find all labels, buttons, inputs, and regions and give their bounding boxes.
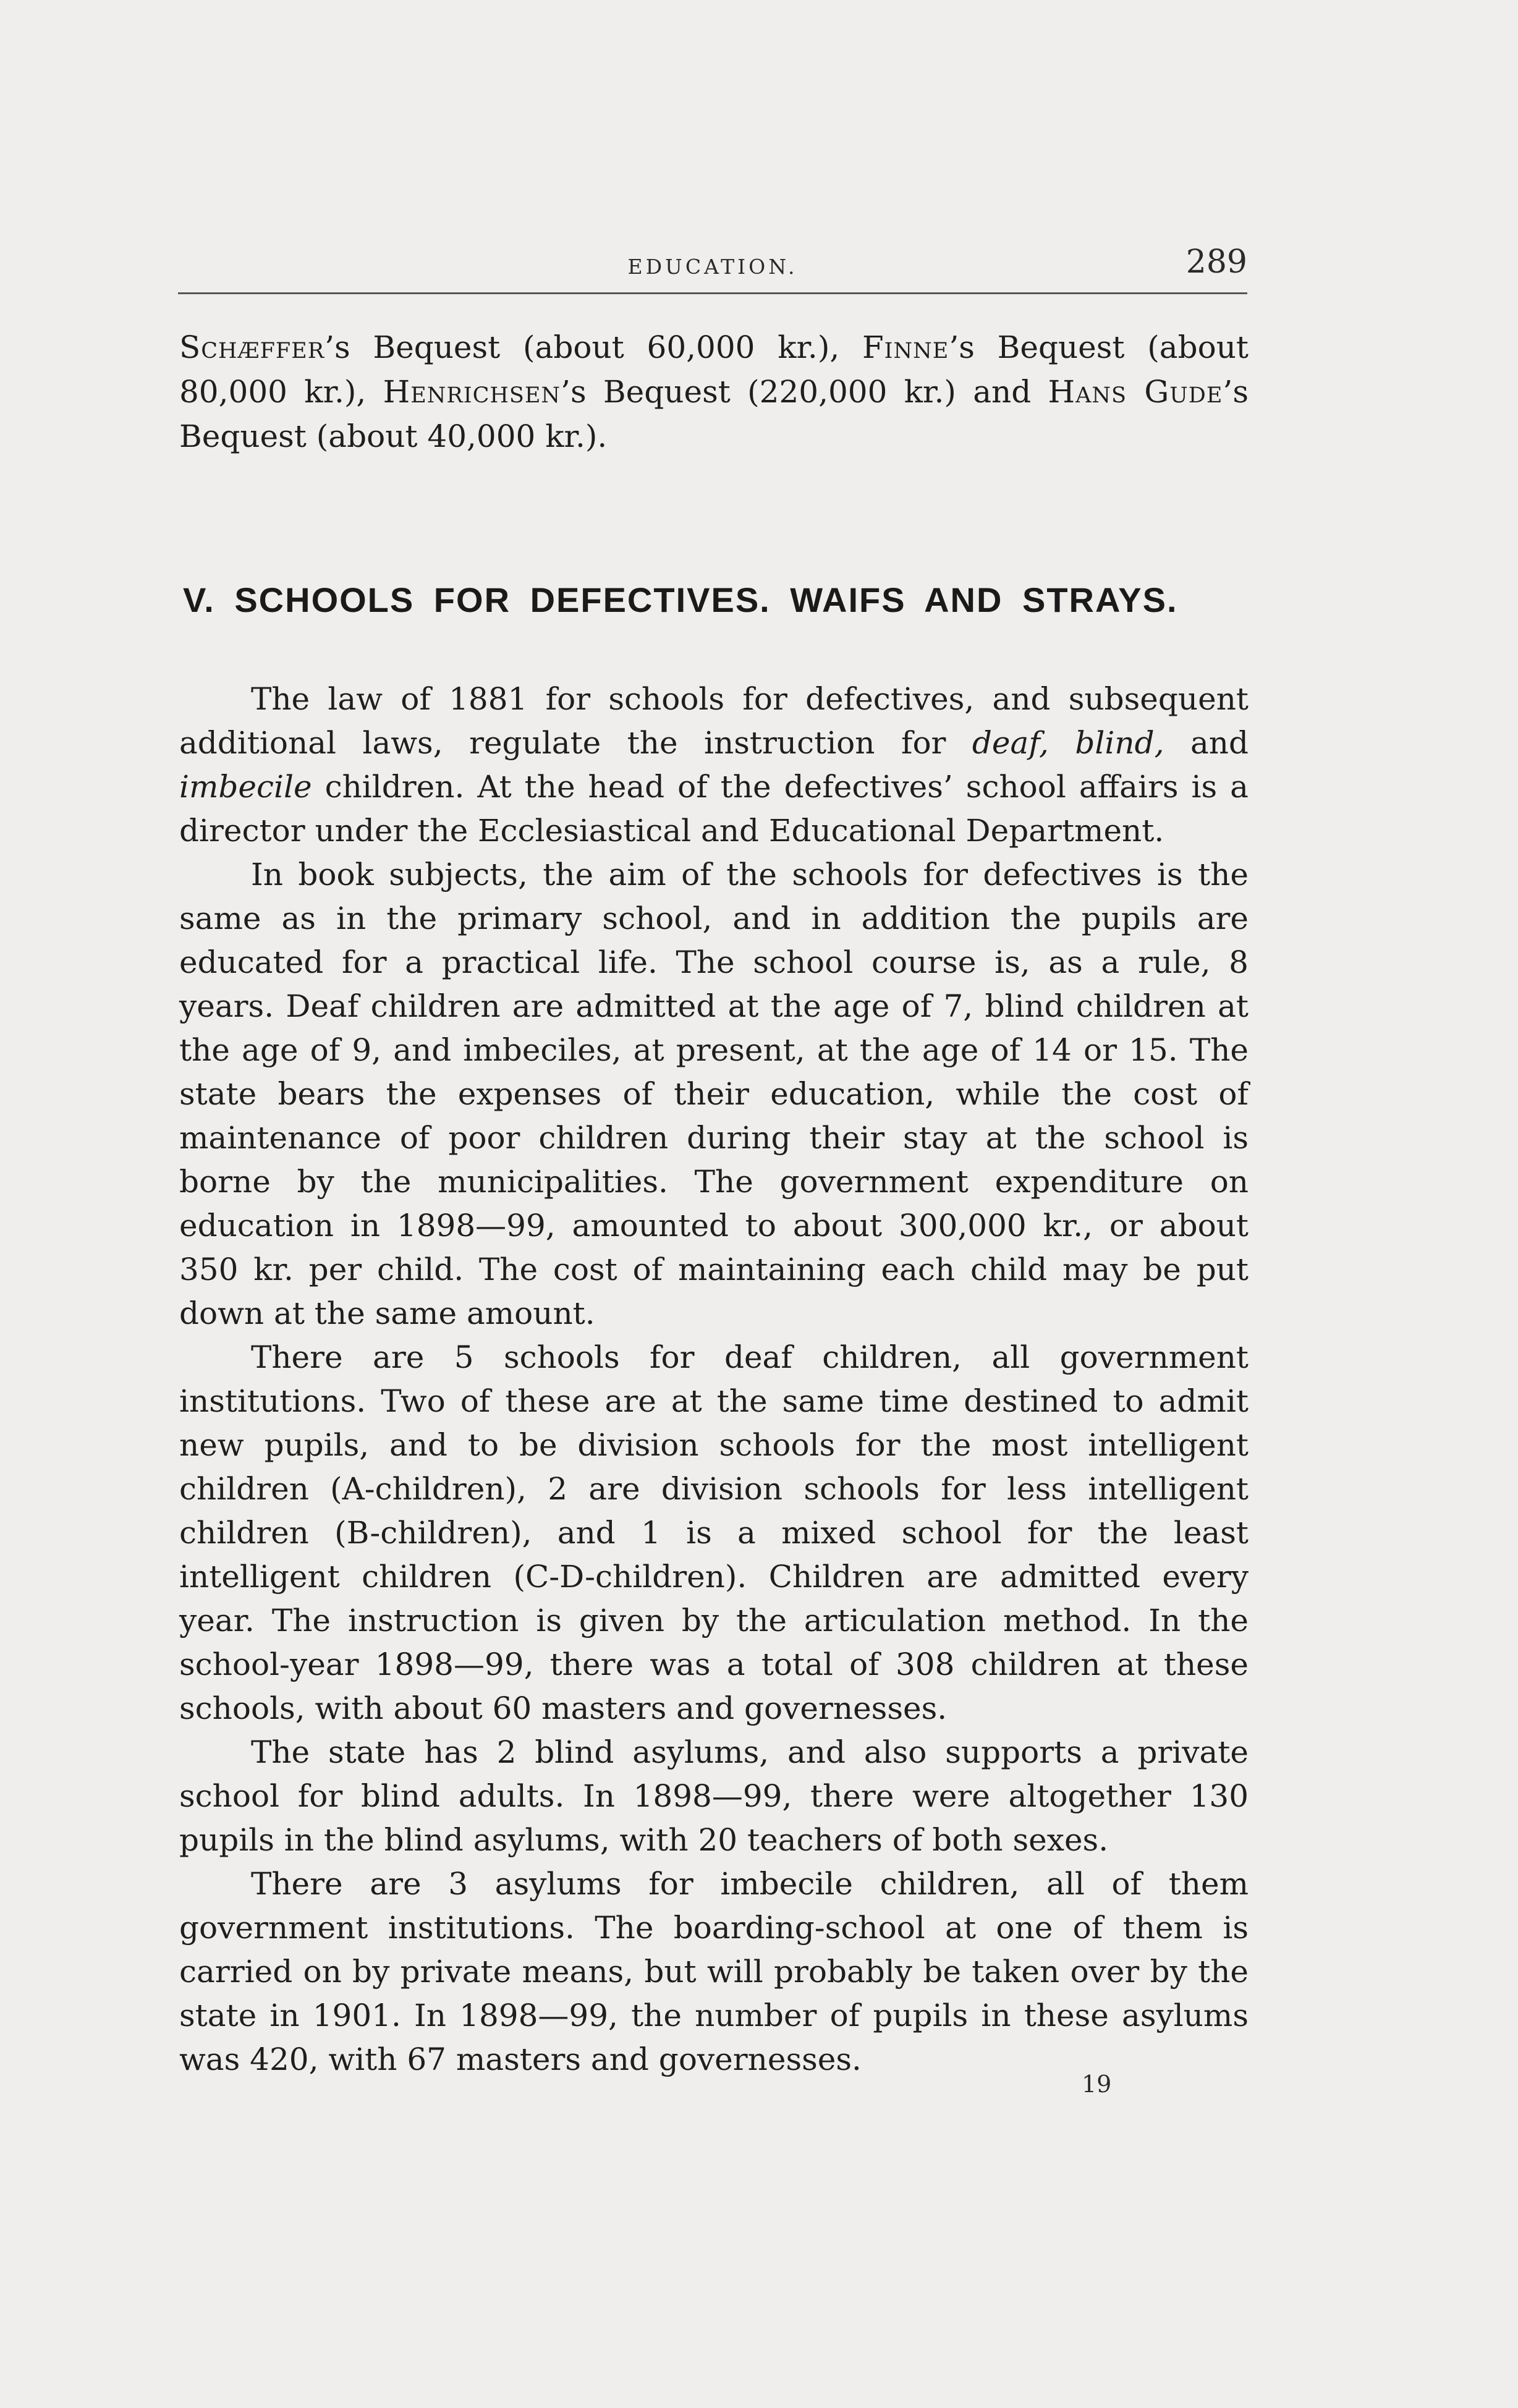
text-run: and xyxy=(1164,725,1249,761)
paragraph: The state has 2 blind asylums, and also supports a private school for blind adults. In 1898—99, there were altogether 130 pupils in the blind asylums, with 20 teachers of both sexes. xyxy=(179,1734,1249,1858)
bequest-text: ’s Bequest (about 40,000 kr.). xyxy=(179,374,1249,454)
section-heading: V. SCHOOLS FOR DEFECTIVES. WAIFS AND STRAYS. xyxy=(183,580,1178,619)
paragraph: There are 5 schools for deaf children, all government institutions. Two of these are at the same time destined to admit new pupils, and to be division schools for the most intelligent children (A-children), 2 are division schools for less intelligent children (B-children), and 1 is a mixed school for the least intelligent children (C-D-children). Children are admitted every year. The instruction is given by the articulation method. In the school-year 1898—99, there was a total of 308 children at these schools, with about 60 masters and governesses. xyxy=(179,1339,1249,1726)
bequest-text: ’s Bequest (220,000 kr.) and xyxy=(561,374,1048,410)
bequest-name: Henrichsen xyxy=(383,374,561,410)
emphasis-blind: blind, xyxy=(1075,725,1164,761)
bequest-name: Hans Gude xyxy=(1048,374,1223,410)
emphasis-imbecile: imbecile xyxy=(179,769,312,805)
page-number: 289 xyxy=(1185,244,1247,281)
intro-paragraph xyxy=(179,325,1249,459)
bequest-text: ’s Bequest (about 60,000 kr.), xyxy=(324,329,862,365)
header-rule xyxy=(178,292,1247,294)
bequest-text: ’s Bequest (about 80,000 kr.), xyxy=(179,329,1249,410)
body-text xyxy=(179,677,1249,2082)
text-run: The law of 1881 for schools for defectives, and subsequent additional laws, regulate the instruction for xyxy=(179,681,1249,761)
emphasis-deaf: deaf, xyxy=(972,725,1049,761)
bequest-name: Finne xyxy=(862,329,949,365)
signature-mark: 19 xyxy=(1082,2071,1112,2098)
running-head: EDUCATION. xyxy=(627,255,798,279)
paragraph xyxy=(179,677,1249,853)
bequest-name: Schæffer xyxy=(179,329,325,365)
paragraph: In book subjects, the aim of the schools for defectives is the same as in the primary school, and in addition the pupils are educated for a practical life. The school course is, as a rule, 8 years. Deaf children are admitted at the age of 7, blind children at the age of 9, and imbeciles, at present, at the age of 14 or 15. The state bears the expenses of their education, while the cost of maintenance of poor children during their stay at the school is borne by the municipalities. The government expenditure on education in 1898—99, amounted to about 300,000 kr., or about 350 kr. per child. The cost of maintaining each child may be put down at the same amount. xyxy=(179,857,1249,1331)
text-run: children. At the head of the defectives’ school affairs is a director under the Ecclesiastical and Educational Department. xyxy=(179,769,1249,849)
paragraph: There are 3 asylums for imbecile children, all of them government institutions. The boarding-school at one of them is carried on by private means, but will probably be taken over by the state in 1901. In 1898—99, the number of pupils in these asylums was 420, with 67 masters and governesses. xyxy=(179,1866,1249,2077)
page-header xyxy=(178,242,1247,292)
